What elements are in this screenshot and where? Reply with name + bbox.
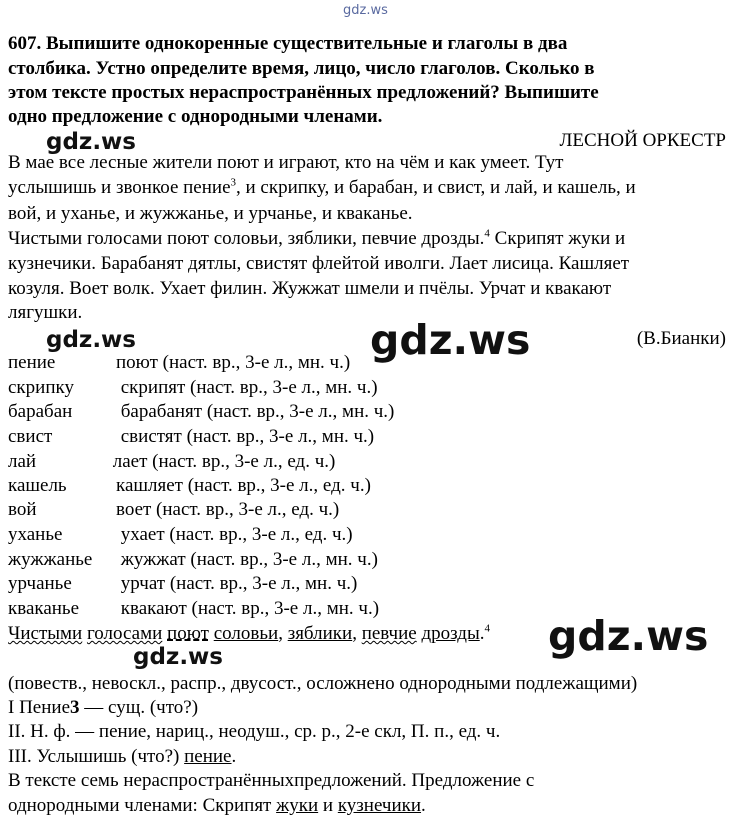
pair-row bbox=[8, 549, 378, 571]
pair-noun: уханье bbox=[8, 524, 63, 545]
pair-verb: квакают (наст. вр., 3-е л., мн. ч.) bbox=[116, 598, 380, 619]
text-line-2 bbox=[8, 177, 636, 199]
pair-noun: кашель bbox=[8, 475, 67, 496]
watermark-top: gdz.ws bbox=[343, 3, 388, 18]
pair-noun: пение bbox=[8, 352, 56, 373]
task-line-4: одно предложение с однородными членами. bbox=[8, 106, 383, 127]
watermark-5: gdz.ws bbox=[133, 644, 223, 670]
parsed-sentence: Чистыми голосами поют соловьи, зяблики, певчие дрозды.$^4$ bbox=[8, 622, 490, 644]
pair-row bbox=[8, 451, 335, 473]
sentence-subject: зяблики bbox=[287, 623, 353, 644]
analysis-underlined: пение bbox=[184, 746, 232, 767]
pair-verb: урчат (наст. вр., 3-е л., мн. ч.) bbox=[116, 573, 358, 594]
sentence-word: певчие bbox=[361, 623, 417, 644]
task-text-1: Выпишите однокоренные существительные и глаголы в два bbox=[46, 33, 568, 54]
text-line-4b: Скрипят жуки и bbox=[489, 228, 626, 249]
text-title: ЛЕСНОЙ ОРКЕСТР bbox=[559, 130, 726, 151]
sentence-predicate: поют bbox=[167, 623, 209, 644]
pair-verb: кашляет (наст. вр., 3-е л., ед. ч.) bbox=[116, 475, 371, 496]
watermark-4: gdz.ws bbox=[548, 612, 709, 660]
analysis-line-6 bbox=[8, 795, 426, 817]
analysis-text: — сущ. (что?) bbox=[79, 697, 199, 718]
task-line-1 bbox=[8, 33, 567, 55]
footnote-4-ref: 4 bbox=[484, 622, 490, 635]
analysis-underlined: кузнечики bbox=[337, 795, 422, 816]
text-line-7: лягушки. bbox=[8, 302, 83, 323]
text-line-5: кузнечики. Барабанят дятлы, свистят флейтой иволги. Лает лисица. Кашляет bbox=[8, 253, 630, 274]
sentence-word: Чистыми bbox=[8, 623, 83, 644]
analysis-number: 3 bbox=[70, 697, 80, 718]
pair-noun: вой bbox=[8, 499, 37, 520]
watermark-2: gdz.ws bbox=[46, 327, 136, 353]
analysis-line-4 bbox=[8, 746, 236, 768]
analysis-line-3: II. Н. ф. — пение, нариц., неодуш., ср. р., 2-е скл, П. п., ед. ч. bbox=[8, 721, 501, 742]
analysis-text: и bbox=[318, 795, 338, 816]
task-line-3: этом тексте простых нераспространённых предложений? Выпишите bbox=[8, 82, 599, 103]
analysis-underlined: жуки bbox=[276, 795, 319, 816]
task-number: 607. bbox=[8, 33, 42, 54]
pair-row bbox=[8, 401, 394, 423]
pair-row bbox=[8, 426, 374, 448]
text-line-2a: услышишь и звонкое пение bbox=[8, 177, 231, 198]
pair-noun: скрипку bbox=[8, 377, 74, 398]
pair-noun: жужжанье bbox=[8, 549, 93, 570]
pair-verb: ухает (наст. вр., 3-е л., ед. ч.) bbox=[116, 524, 353, 545]
pair-verb: жужжат (наст. вр., 3-е л., мн. ч.) bbox=[116, 549, 378, 570]
text-line-4a: Чистыми голосами поют соловьи, зяблики, певчие дрозды. bbox=[8, 228, 485, 249]
pair-row bbox=[8, 598, 379, 620]
task-line-2: столбика. Устно определите время, лицо, число глаголов. Сколько в bbox=[8, 58, 595, 79]
author: (В.Бианки) bbox=[636, 328, 726, 349]
pair-verb: лает (наст. вр., 3-е л., ед. ч.) bbox=[108, 451, 336, 472]
text-line-1: В мае все лесные жители поют и играют, кто на чём и как умеет. Тут bbox=[8, 152, 564, 173]
pair-verb: свистят (наст. вр., 3-е л., мн. ч.) bbox=[116, 426, 375, 447]
pair-row bbox=[8, 475, 371, 497]
text-line-4 bbox=[8, 228, 625, 250]
pair-noun: кваканье bbox=[8, 598, 80, 619]
pair-row bbox=[8, 377, 378, 399]
pair-row bbox=[8, 499, 339, 521]
sentence-subject: соловьи bbox=[213, 623, 279, 644]
watermark-3: gdz.ws bbox=[370, 316, 531, 364]
pair-row bbox=[8, 573, 357, 595]
pair-verb: поют (наст. вр., 3-е л., мн. ч.) bbox=[116, 352, 351, 373]
analysis-dot: . bbox=[231, 746, 237, 767]
sentence-word: голосами bbox=[86, 623, 163, 644]
analysis-dot: . bbox=[421, 795, 426, 816]
analysis-line-2 bbox=[8, 697, 198, 719]
sentence-subject: дрозды bbox=[421, 623, 480, 644]
pair-noun: свист bbox=[8, 426, 53, 447]
analysis-text: III. Услышишь (что?) bbox=[8, 746, 185, 767]
analysis-line-1: (повеств., невоскл., распр., двусост., осложнено однородными подлежащими) bbox=[8, 673, 638, 694]
footnote-4: 4 bbox=[484, 227, 490, 240]
pair-verb: скрипят (наст. вр., 3-е л., мн. ч.) bbox=[116, 377, 378, 398]
analysis-text: однородными членами: Скрипят bbox=[8, 795, 277, 816]
analysis-line-5: В тексте семь нераспространённыхпредложений. Предложение с bbox=[8, 770, 535, 791]
pair-verb: воет (наст. вр., 3-е л., ед. ч.) bbox=[116, 499, 340, 520]
text-line-3: вой, и уханье, и жужжанье, и урчанье, и кваканье. bbox=[8, 203, 413, 224]
pair-noun: барабан bbox=[8, 401, 73, 422]
pair-row bbox=[8, 352, 350, 374]
footnote-3: 3 bbox=[230, 176, 237, 189]
pair-row bbox=[8, 524, 353, 546]
pair-verb: барабанят (наст. вр., 3-е л., мн. ч.) bbox=[116, 401, 395, 422]
watermark-1: gdz.ws bbox=[46, 129, 136, 155]
pair-noun: урчанье bbox=[8, 573, 72, 594]
pair-noun: лай bbox=[8, 451, 37, 472]
text-line-2b: , и скрипку, и барабан, и свист, и лай, и кашель, и bbox=[236, 177, 636, 198]
text-line-6: козуля. Воет волк. Ухает филин. Жужжат шмели и пчёлы. Урчат и квакают bbox=[8, 278, 612, 299]
analysis-word: I Пение bbox=[8, 697, 71, 718]
